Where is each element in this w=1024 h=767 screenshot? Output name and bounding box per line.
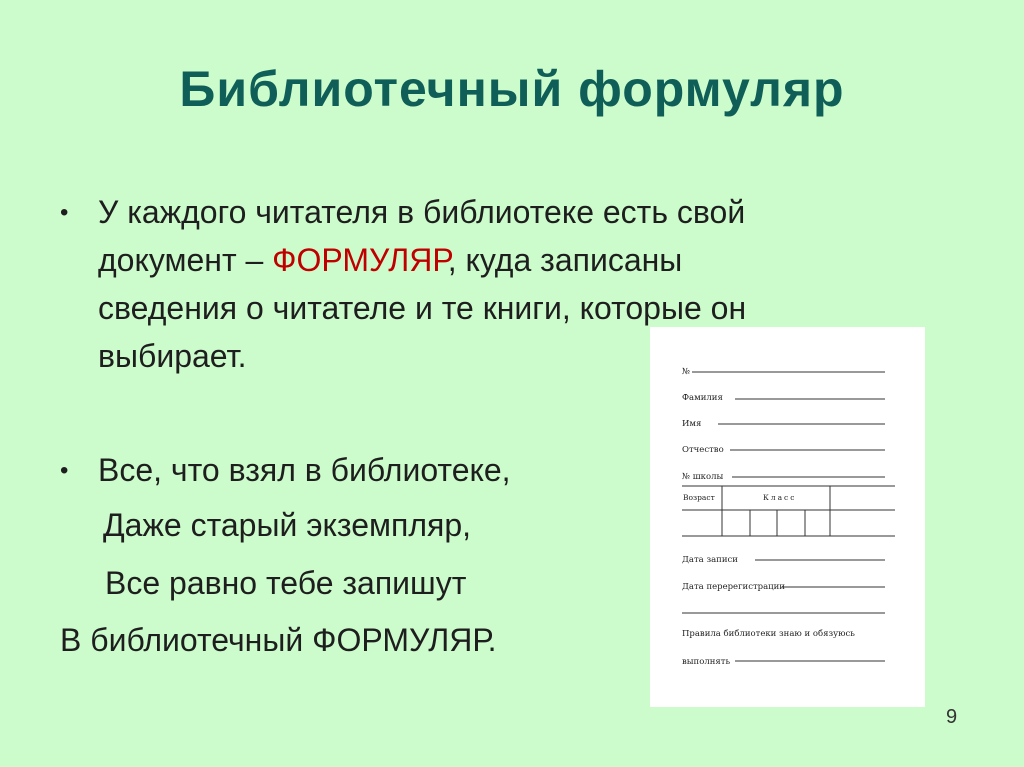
bullet-1-line-4: выбирает. xyxy=(98,338,247,374)
card-label-patronymic: Отчество xyxy=(682,445,724,455)
poem-line-2: Даже старый экземпляр, xyxy=(103,507,472,543)
card-label-name: Имя xyxy=(682,419,702,429)
card-rules-line-2: выполнять xyxy=(682,657,731,667)
card-label-age: Возраст xyxy=(683,493,715,502)
card-label-surname: Фамилия xyxy=(682,393,723,403)
poem-line-4: В библиотечный ФОРМУЛЯР. xyxy=(60,622,497,658)
library-card-image xyxy=(650,327,925,707)
poem-line-1: Все, что взял в библиотеке, xyxy=(98,452,511,488)
formular-keyword: ФОРМУЛЯР xyxy=(272,242,448,278)
card-label-school: № школы xyxy=(682,472,724,482)
poem-line-3: Все равно тебе запишут xyxy=(105,565,467,601)
page-number: 9 xyxy=(946,706,958,728)
library-card-form xyxy=(650,327,925,707)
text-span: документ – xyxy=(98,242,273,278)
bullet-1-line-3: сведения о читателе и те книги, которые он xyxy=(98,290,747,326)
card-rules-line-1: Правила библиотеки знаю и обязуюсь xyxy=(682,629,855,639)
text-span: , куда записаны xyxy=(447,242,683,278)
card-label-reregistration-date: Дата перерегистрации xyxy=(682,582,785,592)
card-label-record-date: Дата записи xyxy=(682,555,738,565)
slide-title: Библиотечный формуляр xyxy=(179,61,845,117)
card-label-class: Класс xyxy=(763,493,797,502)
bullet-1-line-2 xyxy=(98,236,682,284)
bullet-marker: • xyxy=(60,199,69,226)
bullet-1-line-1: У каждого читателя в библиотеке есть свой xyxy=(98,194,746,230)
bullet-marker: • xyxy=(60,457,69,484)
card-label-number: № xyxy=(682,367,691,377)
